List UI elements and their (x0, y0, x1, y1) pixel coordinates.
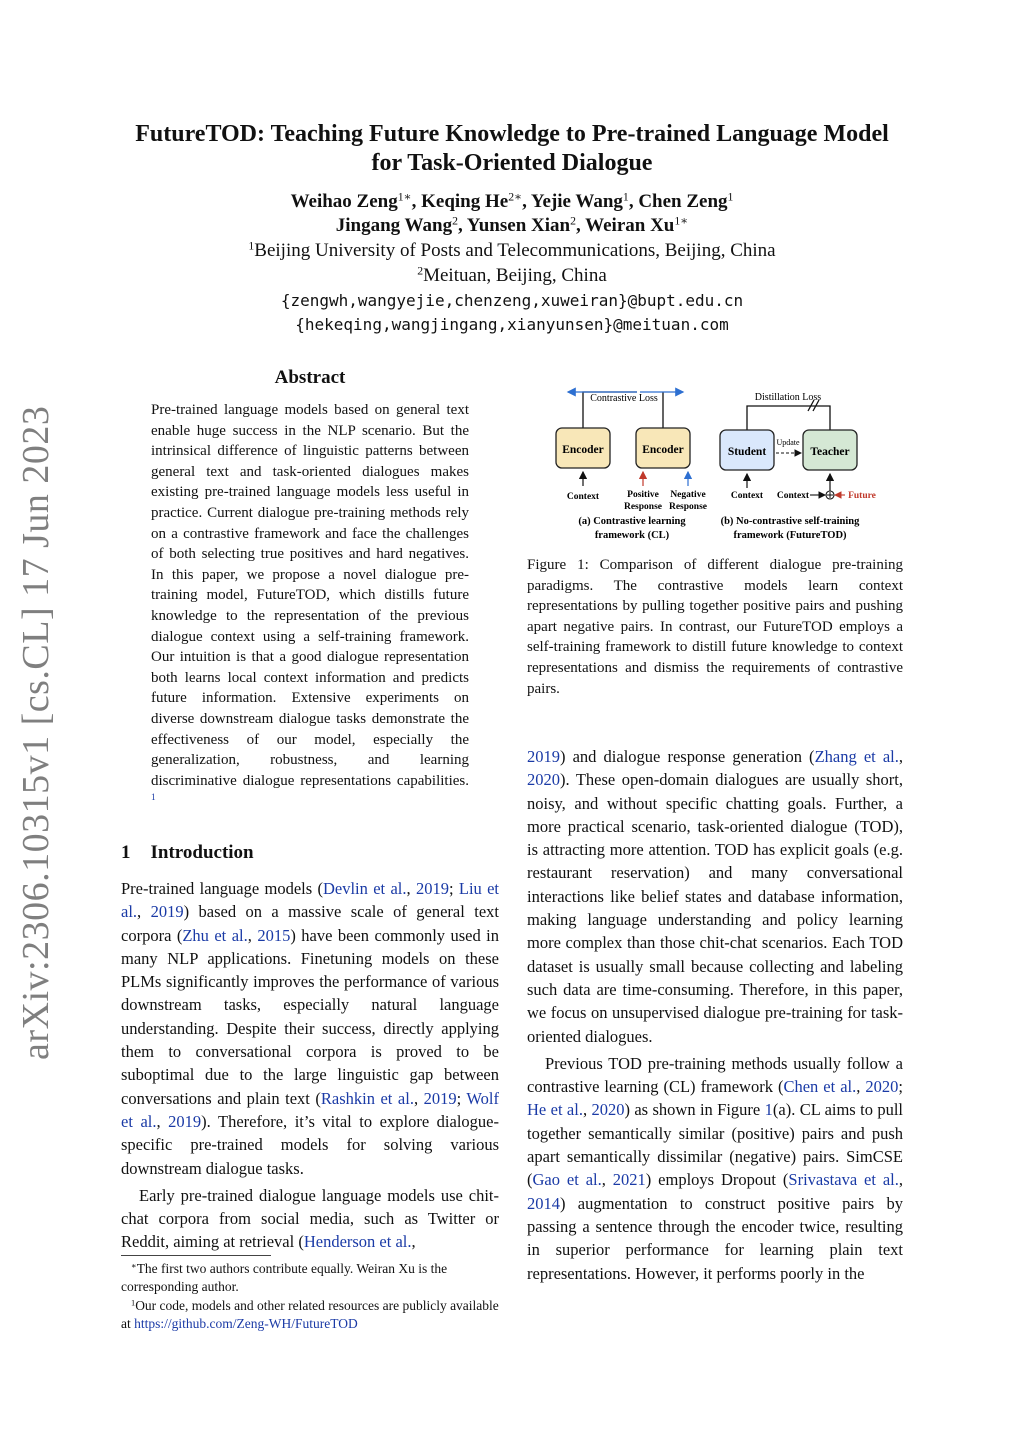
affil-mark: 2 (417, 264, 424, 278)
footnotes (121, 1260, 499, 1334)
panel-a-caption-2: framework (CL) (594, 530, 670, 541)
author-line-1: Weihao Zeng$^{1∗}$, Keqing $He^{2∗}$, Yejie Wang$^1$, Chen Zeng$^1$ (290, 190, 734, 212)
text-run: Pre-trained language models ( (121, 879, 323, 898)
citation-devlin-year[interactable]: 2019 (415, 879, 449, 898)
distillation-line (747, 406, 830, 430)
panel-b (720, 392, 876, 541)
text-run: , (156, 1111, 169, 1131)
citation-devlin[interactable]: Devlin et al. (322, 879, 407, 898)
text-run: ). Therefore, it’s vital to explore dialogue-specific pre-trained models for solving various downstream dialogue tasks. (121, 1111, 499, 1178)
github-link[interactable]: https://github.com/Zeng-WH/FutureTOD (134, 1315, 358, 1331)
figure-1-ref[interactable]: 1 (764, 1100, 773, 1120)
intro-paragraph-1 (121, 877, 499, 1180)
author-line-2: Jingang Wang$^2$, Yunsen Xian$^2$, Weiran $Xu^{1∗}$ (335, 214, 689, 236)
panel-b-caption-2: framework (FutureTOD) (733, 530, 847, 541)
affiliation-1 (80, 239, 944, 263)
citation-he-year[interactable]: 2020 (591, 1100, 625, 1120)
citation-liu-year[interactable]: 2019 (150, 902, 184, 922)
text-run: ; (448, 879, 459, 898)
author-affil-mark: 2∗ (508, 190, 523, 204)
panel-a (556, 392, 707, 541)
section-number: 1 (121, 842, 131, 863)
citation-rashkin-year[interactable]: 2019 (423, 1088, 457, 1108)
paper-title (80, 120, 944, 178)
author-affil-mark: 1 (727, 190, 734, 204)
intro-paragraph-2-cont (527, 745, 903, 1048)
citation-wolf[interactable]: Wolf et al. (121, 1088, 500, 1131)
author-name: Jingang Wang (335, 215, 453, 236)
affiliation-2 (80, 264, 944, 288)
citation-wolf-year[interactable]: 2019 (168, 1111, 202, 1131)
text-run: , (411, 1232, 416, 1252)
footnote-rule (121, 1255, 271, 1256)
citation-zhu-year[interactable]: 2015 (257, 925, 291, 945)
citation-chen-year[interactable]: 2020 (865, 1077, 899, 1097)
text-run: ; (456, 1088, 467, 1108)
email-line-1: {zengwh,wangyejie,chenzeng,xuweiran}@bupt.edu.cn (280, 291, 744, 310)
citation-zhang-year[interactable]: 2020 (527, 770, 560, 790)
arxiv-identifier-stamp: arXiv:2306.10315v1 [cs.CL] 17 Jun 2023 (15, 405, 57, 1060)
citation-liu[interactable]: Liu et al. (121, 879, 500, 922)
figure-1-caption: Figure 1: Comparison of different dialogue pre-training paradigms. The contrastive models learn context representations by pulling together positive pairs and pushing apart negative pairs. In contrast, our FutureTOD employs a self-training framework to distill future knowledge to context representations and dismiss the requirements of contrastive pairs. (527, 557, 903, 697)
distillation-loss-label: Distillation Loss (754, 392, 822, 403)
intro-paragraph-2 (121, 1184, 499, 1254)
negative-response-label: Response (668, 502, 708, 512)
context-label-b: Context (730, 491, 764, 501)
abstract-body (151, 400, 469, 812)
intro-paragraph-3 (527, 1052, 903, 1285)
text-run: Previous TOD pre-training methods usually follow a contrastive learning (CL) framework ( (527, 1053, 903, 1097)
negative-label: Negative (670, 490, 706, 500)
author-name: Yejie Wang (530, 191, 623, 212)
author-name: Chen Zeng (638, 191, 728, 212)
citation-he[interactable]: He et al. (527, 1100, 583, 1120)
text-run: , (898, 1170, 904, 1190)
text-run: Early pre-trained dialogue language models use chit-chat corpora from social media, such as Twitter or Reddit, aiming at retrieval ( (121, 1185, 499, 1252)
affil-text: Beijing University of Posts and Telecommunications, Beijing, China (254, 240, 776, 261)
text-run: , (413, 1088, 424, 1108)
context-label-c: Context (776, 491, 810, 501)
student-label: Student (727, 446, 767, 458)
right-column-body (527, 745, 903, 1285)
text-run: , (601, 1170, 613, 1190)
text-run: ) based on a massive scale of general text corpora ( (121, 902, 499, 945)
text-run: ) augmentation to construct positive pairs by passing a sentence through the encoder twice, resulting in superior performance for learning plain text representations. However, it performs poorly in the (527, 1193, 903, 1283)
footnote-1 (121, 1297, 499, 1332)
text-run: , (406, 879, 416, 898)
citation-zhu[interactable]: Zhu et al. (182, 925, 248, 945)
text-run: , (137, 902, 151, 922)
text-run: , (582, 1100, 592, 1120)
author-affil-mark: 1 (622, 190, 629, 204)
abstract-text: Pre-trained language models based on general text enable huge success in the NLP scenario. But the intrinsical difference of linguistic patterns between general text and task-oriented dialogues makes existing pre-trained language models less useful in practice. Current dialogue pre-training methods rely on a contrastive framework and face the challenges of both selecting true positives and hard negatives. In this paper, we propose a novel dialogue pre-training model, FutureTOD, which distills future knowledge to the representation of the previous dialogue context using a self-training framework. Our intuition is that a good dialogue representation both learns local context information and predicts future information. Extensive experiments on diverse downstream dialogue tasks demonstrate the effectiveness of our model, especially the generalization, robustness, and learning discriminative dialogue representations capabilities. (151, 402, 469, 789)
citation-zhang[interactable]: Zhang et al. (814, 747, 899, 766)
author-name: Yunsen Xian (466, 215, 571, 236)
positive-response-label: Response (623, 502, 663, 512)
update-label: Update (776, 438, 800, 447)
footnote-mark: 1 (131, 1298, 136, 1308)
text-run: , (898, 747, 904, 766)
citation-henderson[interactable]: Henderson et al. (303, 1232, 412, 1252)
affil-text: Meituan, Beijing, China (423, 265, 607, 286)
panel-b-caption-1: (b) No-contrastive self-training (720, 516, 860, 527)
text-run: ) employs Dropout ( (645, 1170, 789, 1190)
author-name: Weiran Xu (585, 215, 675, 236)
abstract-heading: Abstract (274, 367, 346, 388)
text-run: , (856, 1077, 866, 1097)
citation-gao-year[interactable]: 2021 (612, 1170, 646, 1190)
affil-mark: 1 (248, 239, 255, 253)
teacher-label: Teacher (810, 446, 850, 458)
text-run: ) and dialogue response generation ( (560, 747, 815, 766)
citation-rashkin[interactable]: Rashkin et al. (320, 1088, 414, 1108)
text-run: ) have been commonly used in many NLP applications. Finetuning models on these PLMs significantly improves the performance of various downstream tasks, especially natural language understanding. Despite their success, directly applying them to conversational corpora is proved to be suboptimal due to the large linguistic gap between conversations and plain text ( (121, 925, 499, 1108)
text-run: , (247, 925, 258, 945)
citation-chen[interactable]: Chen et al. (783, 1077, 857, 1097)
citation-srivastava[interactable]: Srivastava et al. (788, 1170, 899, 1190)
footnote-1-link[interactable]: 1 (151, 793, 156, 804)
positive-label: Positive (627, 490, 659, 500)
text-run: ) as shown in Figure (624, 1100, 765, 1120)
footnote-text: The first two authors contribute equally. Weiran Xu is the corresponding author. (121, 1261, 448, 1294)
section-title: Introduction (150, 842, 254, 863)
future-label: Future (848, 491, 876, 501)
left-column-body (121, 877, 499, 1254)
section-1-heading (121, 842, 254, 864)
text-run: ). These open-domain dialogues are usually short, noisy, and without specific chatting goals. Further, a more practical scenario, task-oriented dialogue (TOD), is attracting more attention. TOD has explicit goals (e.g. restaurant reservation) and many conversational interactions like belief states and database information, making language understanding and policy learning more complex than those chit-chat scenarios. Each TOD dataset is usually small because collecting and labeling such data are time-consuming. Therefore, in this paper, we focus on unsupervised dialogue pre-training for task-oriented dialogues. (527, 770, 903, 1046)
author-affil-mark: 1∗ (674, 214, 689, 228)
citation-gao[interactable]: Gao et al. (532, 1170, 602, 1190)
author-affil-mark: 1∗ (397, 190, 412, 204)
text-run: (a). CL aims to pull together semantically similar (positive) pairs and push apart semantically dissimilar (negative) pairs. SimCSE ( (527, 1100, 904, 1190)
context-label-a: Context (566, 492, 600, 502)
encoder-label-1: Encoder (562, 444, 604, 456)
figure-1 (540, 382, 910, 542)
author-name: Weihao Zeng (290, 191, 398, 212)
encoder-label-2: Encoder (642, 444, 684, 456)
footnote-mark: ∗ (131, 1261, 137, 1271)
title-line-1: FutureTOD: Teaching Future Knowledge to Pre-trained Language Model (135, 121, 889, 147)
figure-1-diagram (540, 382, 910, 542)
author-affil-mark: 2 (570, 214, 576, 228)
author-list (80, 190, 944, 238)
panel-a-caption-1: (a) Contrastive learning (578, 516, 686, 527)
author-affil-mark: 2 (452, 214, 458, 228)
author-name: Keqing He (421, 191, 509, 212)
title-line-2: for Task-Oriented Dialogue (371, 150, 653, 176)
footnote-star (121, 1260, 499, 1295)
email-line-2: {hekeqing,wangjingang,xianyunsen}@meituan.com (295, 315, 729, 334)
citation-henderson-year[interactable]: 2019 (527, 747, 560, 766)
text-run: ; (898, 1077, 903, 1097)
citation-srivastava-year[interactable]: 2014 (527, 1193, 560, 1213)
contrastive-loss-label: Contrastive Loss (590, 393, 658, 404)
footnote-text: Our code, models and other related resources are publicly available at (121, 1298, 499, 1331)
